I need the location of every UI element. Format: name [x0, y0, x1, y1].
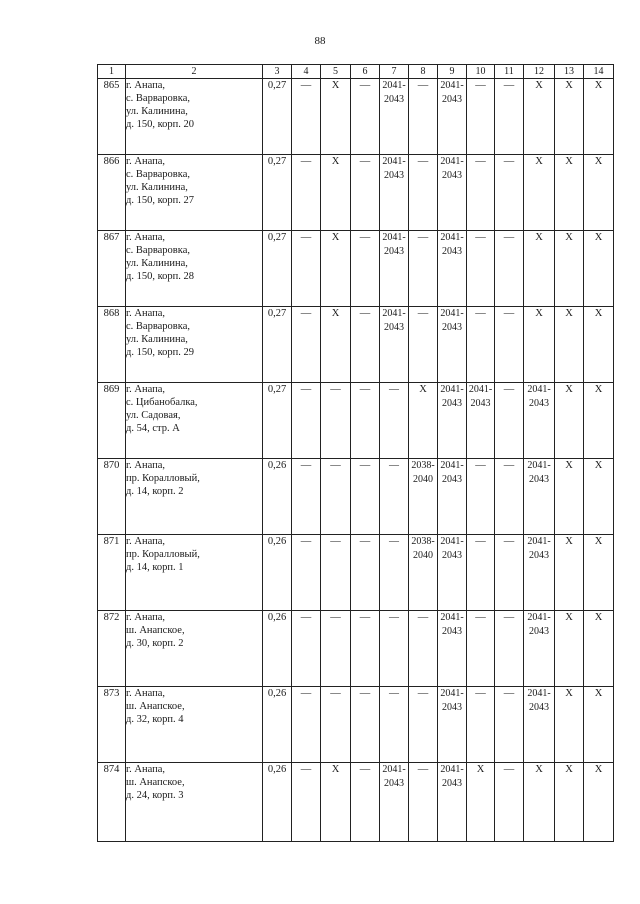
column-header: 8: [409, 65, 438, 79]
mark-cell: —: [495, 307, 524, 383]
year-range-cell: [438, 231, 467, 307]
mark-cell: —: [351, 307, 380, 383]
year-range-line: 2041-: [440, 384, 464, 395]
address-line: с. Варваровка,: [126, 321, 190, 332]
address-line: д. 24, корп. 3: [126, 790, 184, 801]
mark-cell: X: [555, 231, 584, 307]
column-header: 11: [495, 65, 524, 79]
mark-cell: X: [584, 687, 614, 763]
year-range-line: 2043: [384, 170, 404, 181]
year-range-line: 2041-: [440, 612, 464, 623]
column-header: 4: [292, 65, 321, 79]
address-line: г. Анапа,: [126, 612, 166, 623]
mark-cell: X: [555, 155, 584, 231]
mark-cell: X: [584, 763, 614, 842]
year-range-line: 2041-: [440, 688, 464, 699]
year-range-line: 2043: [384, 778, 404, 789]
mark-cell: —: [495, 535, 524, 611]
row-number-cell: 866: [98, 155, 126, 231]
mark-cell: X: [555, 763, 584, 842]
address-line: г. Анапа,: [126, 460, 166, 471]
year-range-line: 2043: [529, 550, 549, 561]
mark-cell: X: [555, 459, 584, 535]
address-line: г. Анапа,: [126, 764, 166, 775]
mark-cell: X: [584, 307, 614, 383]
mark-cell: —: [495, 155, 524, 231]
address-line: ул. Калинина,: [126, 334, 188, 345]
address-line: д. 32, корп. 4: [126, 714, 184, 725]
mark-cell: X: [584, 79, 614, 155]
year-range-line: 2043: [442, 778, 462, 789]
mark-cell: —: [321, 611, 351, 687]
address-line: г. Анапа,: [126, 384, 166, 395]
mark-cell: —: [321, 535, 351, 611]
address-line: г. Анапа,: [126, 156, 166, 167]
year-range-cell: [380, 611, 409, 687]
year-range-line: 2043: [529, 702, 549, 713]
value-cell: 0,26: [263, 687, 292, 763]
table-row: [98, 79, 614, 155]
mark-cell: X: [584, 231, 614, 307]
year-range-line: 2043: [442, 170, 462, 181]
address-line: с. Цибанобалка,: [126, 397, 198, 408]
mark-cell: —: [292, 155, 321, 231]
address-line: д. 150, корп. 27: [126, 195, 195, 206]
address-line: ул. Калинина,: [126, 258, 188, 269]
mark-cell: —: [292, 687, 321, 763]
mark-cell: —: [292, 383, 321, 459]
year-range-cell: [438, 763, 467, 842]
table-row: [98, 231, 614, 307]
header-row: [98, 65, 614, 79]
mark-cell: X: [555, 687, 584, 763]
address-line: ш. Анапское,: [126, 777, 185, 788]
year-range-line: 2038-: [411, 460, 435, 471]
address-line: д. 14, корп. 2: [126, 486, 184, 497]
column-header: 1: [98, 65, 126, 79]
row-number-cell: 873: [98, 687, 126, 763]
mark-cell: —: [467, 155, 495, 231]
mark-cell: X: [524, 231, 555, 307]
year-range-line: 2043: [470, 398, 491, 409]
mark-cell: X: [321, 155, 351, 231]
table-row: [98, 611, 614, 687]
address-line: ш. Анапское,: [126, 701, 185, 712]
mark-cell: —: [467, 231, 495, 307]
mark-cell: X: [409, 383, 438, 459]
address-line: пр. Коралловый,: [126, 549, 200, 560]
row-number-cell: 865: [98, 79, 126, 155]
address-line: ул. Калинина,: [126, 106, 188, 117]
address-line: г. Анапа,: [126, 536, 166, 547]
row-number-cell: 869: [98, 383, 126, 459]
year-range-line: 2043: [442, 246, 462, 257]
mark-cell: —: [292, 307, 321, 383]
row-number-cell: 868: [98, 307, 126, 383]
address-line: с. Варваровка,: [126, 169, 190, 180]
mark-cell: —: [292, 79, 321, 155]
year-range-line: 2041-: [440, 156, 464, 167]
year-range-cell: [380, 79, 409, 155]
mark-cell: —: [467, 307, 495, 383]
year-range-line: 2041-: [527, 612, 551, 623]
mark-cell: —: [495, 459, 524, 535]
address-line: д. 54, стр. А: [126, 423, 180, 434]
table-row: [98, 459, 614, 535]
address-line: д. 30, корп. 2: [126, 638, 184, 649]
mark-cell: —: [409, 687, 438, 763]
year-range-cell: [438, 383, 467, 459]
mark-cell: X: [524, 307, 555, 383]
mark-cell: X: [467, 763, 495, 842]
mark-cell: X: [584, 535, 614, 611]
mark-cell: —: [409, 307, 438, 383]
value-cell: 0,26: [263, 611, 292, 687]
value-cell: 0,27: [263, 79, 292, 155]
value-cell: 0,27: [263, 383, 292, 459]
address-cell: [126, 687, 263, 763]
year-range-cell: [524, 459, 555, 535]
mark-cell: X: [321, 79, 351, 155]
year-range-line: 2041-: [527, 460, 551, 471]
mark-cell: X: [321, 307, 351, 383]
mark-cell: X: [524, 155, 555, 231]
mark-cell: —: [351, 459, 380, 535]
year-range-line: 2043: [442, 474, 462, 485]
mark-cell: X: [321, 763, 351, 842]
mark-cell: —: [409, 155, 438, 231]
mark-cell: X: [555, 79, 584, 155]
year-range-line: —: [389, 536, 399, 547]
year-range-line: 2041-: [382, 232, 406, 243]
column-header: 13: [555, 65, 584, 79]
year-range-cell: [409, 535, 438, 611]
year-range-line: 2040: [413, 550, 433, 561]
year-range-line: 2041-: [440, 308, 464, 319]
year-range-line: 2043: [384, 94, 404, 105]
value-cell: 0,26: [263, 763, 292, 842]
year-range-line: 2043: [442, 550, 462, 561]
column-header: 7: [380, 65, 409, 79]
mark-cell: X: [321, 231, 351, 307]
year-range-line: 2043: [442, 94, 462, 105]
column-header: 2: [126, 65, 263, 79]
value-cell: 0,26: [263, 535, 292, 611]
address-line: д. 150, корп. 20: [126, 119, 195, 130]
mark-cell: X: [555, 307, 584, 383]
mark-cell: X: [584, 459, 614, 535]
year-range-cell: [409, 459, 438, 535]
mark-cell: —: [467, 687, 495, 763]
year-range-cell: [438, 687, 467, 763]
mark-cell: X: [584, 611, 614, 687]
row-number-cell: 874: [98, 763, 126, 842]
year-range-cell: [380, 687, 409, 763]
year-range-cell: [467, 383, 495, 459]
mark-cell: —: [467, 459, 495, 535]
mark-cell: —: [351, 535, 380, 611]
address-cell: [126, 79, 263, 155]
year-range-cell: [380, 459, 409, 535]
year-range-cell: [380, 383, 409, 459]
year-range-line: 2041-: [527, 688, 551, 699]
mark-cell: —: [495, 763, 524, 842]
mark-cell: —: [409, 763, 438, 842]
year-range-line: 2041-: [382, 80, 406, 91]
column-header: 10: [467, 65, 495, 79]
mark-cell: —: [292, 459, 321, 535]
mark-cell: —: [292, 611, 321, 687]
year-range-line: 2043: [529, 398, 549, 409]
column-header: 12: [524, 65, 555, 79]
table-body: [98, 79, 614, 842]
year-range-line: 2040: [413, 474, 433, 485]
year-range-line: 2043: [442, 398, 462, 409]
mark-cell: —: [292, 231, 321, 307]
address-line: с. Варваровка,: [126, 245, 190, 256]
address-line: ул. Калинина,: [126, 182, 188, 193]
mark-cell: —: [495, 231, 524, 307]
address-cell: [126, 459, 263, 535]
year-range-line: —: [389, 612, 399, 623]
mark-cell: —: [351, 611, 380, 687]
mark-cell: —: [495, 611, 524, 687]
table-row: [98, 155, 614, 231]
address-line: д. 14, корп. 1: [126, 562, 184, 573]
column-header: 9: [438, 65, 467, 79]
mark-cell: X: [555, 535, 584, 611]
mark-cell: —: [409, 231, 438, 307]
mark-cell: —: [495, 687, 524, 763]
table-row: [98, 535, 614, 611]
year-range-line: 2043: [529, 474, 549, 485]
year-range-cell: [438, 611, 467, 687]
mark-cell: —: [321, 459, 351, 535]
year-range-cell: [380, 535, 409, 611]
mark-cell: —: [409, 79, 438, 155]
year-range-line: 2041-: [440, 232, 464, 243]
row-number-cell: 872: [98, 611, 126, 687]
page-number: 88: [314, 35, 326, 47]
mark-cell: —: [495, 383, 524, 459]
table-row: [98, 307, 614, 383]
mark-cell: —: [467, 79, 495, 155]
mark-cell: —: [351, 383, 380, 459]
address-line: ул. Садовая,: [126, 410, 181, 421]
year-range-cell: [438, 307, 467, 383]
address-cell: [126, 383, 263, 459]
year-range-line: 2041-: [440, 764, 464, 775]
address-line: д. 150, корп. 29: [126, 347, 195, 358]
row-number-cell: 870: [98, 459, 126, 535]
mark-cell: —: [321, 383, 351, 459]
year-range-line: 2041-: [382, 764, 406, 775]
year-range-line: 2043: [529, 626, 549, 637]
mark-cell: X: [555, 611, 584, 687]
year-range-cell: [524, 383, 555, 459]
mark-cell: —: [321, 687, 351, 763]
address-cell: [126, 535, 263, 611]
year-range-cell: [438, 155, 467, 231]
year-range-line: —: [389, 688, 399, 699]
column-header: 6: [351, 65, 380, 79]
address-line: г. Анапа,: [126, 308, 166, 319]
year-range-line: 2041-: [440, 460, 464, 471]
value-cell: 0,27: [263, 307, 292, 383]
mark-cell: X: [555, 383, 584, 459]
mark-cell: —: [467, 611, 495, 687]
address-line: г. Анапа,: [126, 80, 166, 91]
year-range-cell: [524, 535, 555, 611]
mark-cell: —: [409, 611, 438, 687]
mark-cell: —: [351, 763, 380, 842]
year-range-line: 2041-: [527, 536, 551, 547]
row-number-cell: 871: [98, 535, 126, 611]
mark-cell: —: [351, 231, 380, 307]
year-range-line: 2041-: [527, 384, 551, 395]
mark-cell: —: [495, 79, 524, 155]
year-range-cell: [524, 611, 555, 687]
mark-cell: X: [524, 763, 555, 842]
address-cell: [126, 611, 263, 687]
year-range-line: 2038-: [411, 536, 435, 547]
address-line: с. Варваровка,: [126, 93, 190, 104]
address-line: г. Анапа,: [126, 232, 166, 243]
address-line: пр. Коралловый,: [126, 473, 200, 484]
value-cell: 0,27: [263, 231, 292, 307]
year-range-line: 2041-: [440, 80, 464, 91]
year-range-line: 2041-: [382, 308, 406, 319]
year-range-line: 2041-: [468, 384, 493, 395]
address-cell: [126, 155, 263, 231]
mark-cell: —: [292, 763, 321, 842]
year-range-line: 2043: [442, 626, 462, 637]
year-range-line: —: [389, 460, 399, 471]
registry-table: [97, 64, 614, 842]
year-range-cell: [380, 763, 409, 842]
year-range-line: 2043: [442, 702, 462, 713]
year-range-line: 2043: [442, 322, 462, 333]
column-header: 3: [263, 65, 292, 79]
address-cell: [126, 307, 263, 383]
column-header: 14: [584, 65, 614, 79]
table-row: [98, 383, 614, 459]
mark-cell: X: [584, 155, 614, 231]
table-row: [98, 763, 614, 842]
year-range-line: 2043: [384, 246, 404, 257]
year-range-line: 2041-: [440, 536, 464, 547]
year-range-line: —: [389, 384, 399, 395]
year-range-cell: [380, 155, 409, 231]
year-range-cell: [438, 79, 467, 155]
mark-cell: X: [584, 383, 614, 459]
year-range-line: 2043: [384, 322, 404, 333]
year-range-cell: [380, 307, 409, 383]
row-number-cell: 867: [98, 231, 126, 307]
mark-cell: X: [524, 79, 555, 155]
address-line: д. 150, корп. 28: [126, 271, 195, 282]
mark-cell: —: [351, 155, 380, 231]
year-range-cell: [438, 535, 467, 611]
column-header: 5: [321, 65, 351, 79]
value-cell: 0,26: [263, 459, 292, 535]
mark-cell: —: [351, 79, 380, 155]
mark-cell: —: [292, 535, 321, 611]
year-range-line: 2041-: [382, 156, 406, 167]
address-line: г. Анапа,: [126, 688, 166, 699]
value-cell: 0,27: [263, 155, 292, 231]
address-line: ш. Анапское,: [126, 625, 185, 636]
address-cell: [126, 231, 263, 307]
year-range-cell: [438, 459, 467, 535]
mark-cell: —: [467, 535, 495, 611]
table-row: [98, 687, 614, 763]
year-range-cell: [524, 687, 555, 763]
year-range-cell: [380, 231, 409, 307]
address-cell: [126, 763, 263, 842]
mark-cell: —: [351, 687, 380, 763]
